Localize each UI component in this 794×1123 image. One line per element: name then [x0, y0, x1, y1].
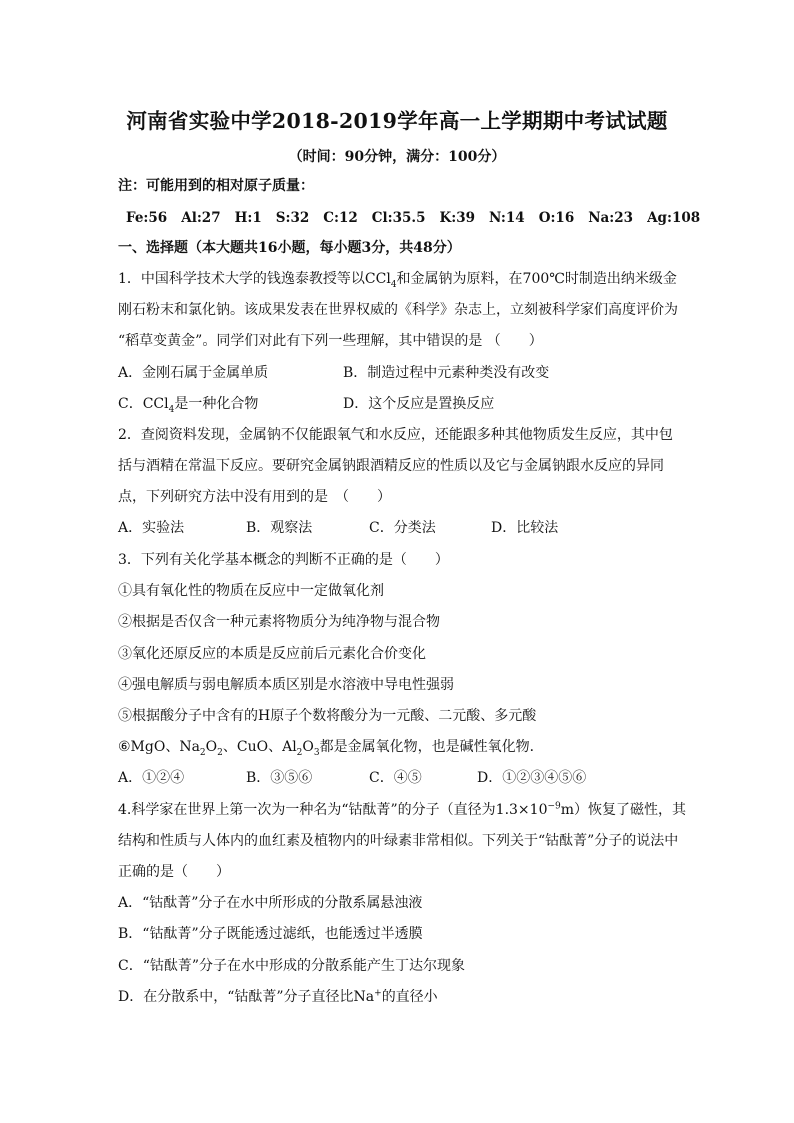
q1-option-b: B．制造过程中元素种类没有改变	[343, 365, 550, 381]
q3-statement-3: ③氧化还原反应的本质是反应前后元素化合价变化	[118, 646, 426, 662]
q2-line-1: 2．查阅资料发现，金属钠不仅能跟氧气和水反应，还能跟多种其他物质发生反应，其中包	[118, 427, 673, 443]
q3-stem: 3．下列有关化学基本概念的判断不正确的是（ ）	[118, 552, 449, 568]
q1-option-a: A．金刚石属于金属单质	[118, 365, 269, 381]
q3-statement-2: ②根据是否仅含一种元素将物质分为纯净物与混合物	[118, 614, 440, 630]
q1-line-2: 刚石粉末和氯化钠。该成果发表在世界权威的《科学》杂志上，立刻被科学家们高度评价为	[118, 302, 678, 318]
q2-option-a: A．实验法	[118, 520, 185, 536]
atomic-mass-item: Na:23	[588, 210, 634, 226]
atomic-mass-list	[126, 207, 714, 229]
atomic-mass-item: K:39	[439, 210, 476, 226]
q4-option-c: C．“钴酞菁”分子在水中形成的分散系能产生丁达尔现象	[118, 958, 466, 974]
q3-statement-4: ④强电解质与弱电解质本质区别是水溶液中导电性强弱	[118, 677, 454, 693]
note-label: 注：可能用到的相对原子质量：	[118, 178, 314, 194]
q3-statement-5: ⑤根据酸分子中含有的H原子个数将酸分为一元酸、二元酸、多元酸	[118, 708, 537, 724]
exam-time-score: （时间：90分钟，满分：100分）	[288, 149, 506, 165]
q3-option-d: D．①②③④⑤⑥	[477, 770, 587, 786]
atomic-mass-item: C:12	[323, 210, 358, 226]
q2-line-3: 点，下列研究方法中没有用到的是 （ ）	[118, 489, 391, 505]
atomic-mass-item: S:32	[275, 210, 310, 226]
q3-option-a: A．①②④	[118, 770, 185, 786]
q3-statement-6: ⑥MgO、$Na_2O_2$、CuO、$Al_2O_3$都是金属氧化物，也是碱性氧化物．	[118, 739, 544, 758]
q4-option-a: A．“钴酞菁”分子在水中所形成的分散系属悬浊液	[118, 895, 423, 911]
page-title: 河南省实验中学2018-2019学年高一上学期期中考试试题	[126, 109, 668, 133]
q3-option-b: B．③⑤⑥	[246, 770, 313, 786]
q4-line-2: 结构和性质与人体内的血红素及植物内的叶绿素非常相似。下列关于“钴酞菁”分子的说法中	[118, 833, 679, 849]
atomic-mass-item: Ag:108	[647, 210, 701, 226]
q4-line-3: 正确的是（ ）	[118, 864, 230, 880]
q3-statement-1: ①具有氧化性的物质在反应中一定做氧化剂	[118, 583, 384, 599]
q1-option-d: D．这个反应是置换反应	[343, 396, 495, 412]
q3-option-c: C．④⑤	[369, 770, 422, 786]
atomic-mass-item: N:14	[489, 210, 525, 226]
q1-option-c: C．CCl$_4$是一种化合物	[118, 396, 259, 415]
atomic-mass-item: H:1	[234, 210, 262, 226]
q2-option-b: B．观察法	[246, 520, 313, 536]
q1-line-3: “稻草变黄金”。同学们对此有下列一些理解，其中错误的是 （ ）	[118, 333, 543, 349]
atomic-mass-item: Fe:56	[126, 210, 168, 226]
atomic-mass-item: O:16	[538, 210, 575, 226]
q1-line-1: 1．中国科学技术大学的钱逸泰教授等以CCl$_4$和金属钠为原料，在700℃时制造出纳米级金	[118, 271, 677, 290]
q2-line-2: 括与酒精在常温下反应。要研究金属钠跟酒精反应的性质以及它与金属钠跟水反应的异同	[118, 458, 664, 474]
q4-option-d: D．在分散系中，“钴酞菁”分子直径比Na+的直径小	[118, 988, 438, 1005]
q2-option-d: D．比较法	[491, 520, 559, 536]
q4-option-b: B．“钴酞菁”分子既能透过滤纸，也能透过半透膜	[118, 926, 423, 942]
atomic-mass-item: Al:27	[181, 210, 221, 226]
section-header: 一、选择题（本大题共16小题，每小题3分，共48分）	[118, 240, 461, 256]
atomic-mass-item: Cl:35.5	[371, 210, 426, 226]
q2-option-c: C．分类法	[369, 520, 436, 536]
q4-line-1: 4.科学家在世界上第一次为一种名为“钴酞菁”的分子（直径为$1.3\times 10^{-9}m$）恢复了磁性，其	[118, 801, 687, 818]
